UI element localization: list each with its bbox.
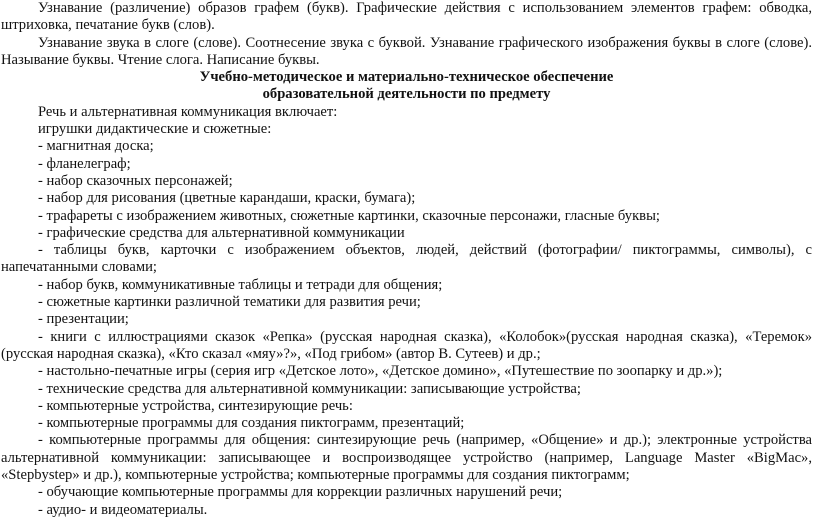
- list-item: - набор сказочных персонажей;: [38, 172, 233, 189]
- list-item: - технические средства для альтернативной коммуникации: записывающие устройства;: [38, 380, 581, 397]
- paragraph-sound-recognition: Узнавание звука в слоге (слове). Соотнесение звука с буквой. Узнавание графического изображения буквы в слоге (слове). Называние буквы. Чтение слога. Написание буквы.: [1, 34, 812, 68]
- list-item: - компьютерные программы для общения: синтезирующие речь (например, «Общение» и др.); электронные устройства альтернативной коммуникации: записывающее и воспроизводящее устройство (например, Language Master «BigMac», «Stepbystep» и др.), компьютерные устройства; компьютерные программы для создания пиктограмм;: [1, 432, 812, 484]
- paragraph-grapheme-recognition: Узнавание (различение) образов графем (букв). Графические действия с использованием элементов графем: обводка, штриховка, печатание букв (слов).: [1, 0, 812, 34]
- intro-line-2: игрушки дидактические и сюжетные:: [38, 121, 272, 138]
- list-item: - настольно-печатные игры (серия игр «Детское лото», «Детское домино», «Путешествие по зоопарку и др.»);: [38, 363, 723, 380]
- list-item: - книги с иллюстрациями сказок «Репка» (русская народная сказка), «Колобок»(русская народная сказка), «Теремок» (русская народная сказка), «Кто сказал «мяу»?», «Под грибом» (автор В. Сутеев) и др.;: [1, 328, 812, 362]
- section-heading-line-2: образовательной деятельности по предмету: [262, 86, 551, 103]
- intro-line-1: Речь и альтернативная коммуникация включает:: [38, 103, 338, 120]
- list-item: - аудио- и видеоматериалы.: [38, 501, 208, 518]
- list-item: - компьютерные устройства, синтезирующие речь:: [38, 397, 353, 414]
- list-item: - презентации;: [38, 311, 129, 328]
- list-item: - обучающие компьютерные программы для коррекции различных нарушений речи;: [38, 484, 563, 501]
- list-item: - магнитная доска;: [38, 138, 154, 155]
- list-item: - сюжетные картинки различной тематики для развития речи;: [38, 294, 421, 311]
- equipment-list: [1, 138, 812, 519]
- list-item: - набор для рисования (цветные карандаши, краски, бумага);: [38, 190, 416, 207]
- list-item: - компьютерные программы для создания пиктограмм, презентаций;: [38, 415, 465, 432]
- list-item: - трафареты с изображением животных, сюжетные картинки, сказочные персонажи, гласные буквы;: [38, 207, 660, 224]
- list-item: - фланелеграф;: [38, 155, 131, 172]
- list-item: - набор букв, коммуникативные таблицы и тетради для общения;: [38, 276, 443, 293]
- section-heading-line-1: Учебно-методическое и материально-техническое обеспечение: [199, 69, 614, 86]
- list-item: - графические средства для альтернативной коммуникации: [38, 224, 405, 241]
- list-item: - таблицы букв, карточки с изображением объектов, людей, действий (фотографии/ пиктограммы, символы), с напечатанными словами;: [1, 242, 812, 276]
